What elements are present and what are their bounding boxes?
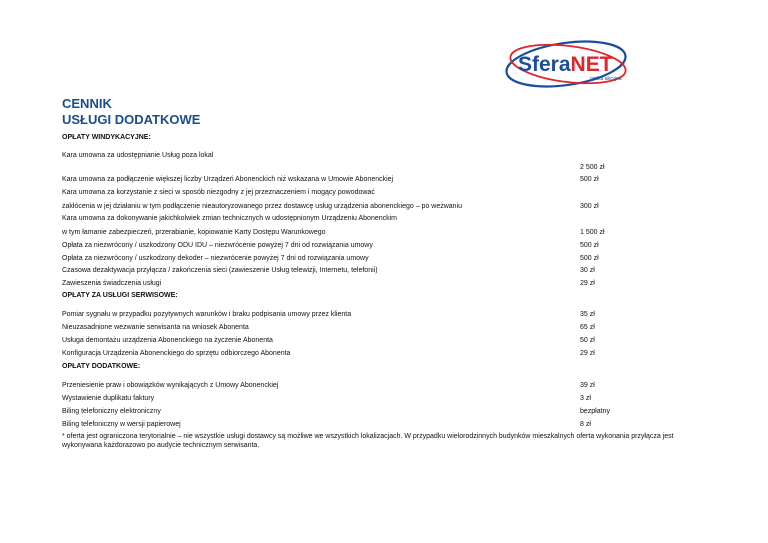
row-label: Czasowa dezaktywacja przyłącza / zakończenia sieci (zawieszenie Usług telewizji, Internetu, telefonii) <box>62 267 378 274</box>
section-heading-windykacyjne: OPŁATY WINDYKACYJNE: <box>62 134 151 141</box>
row-price: 50 zł <box>580 337 595 344</box>
row-label: Biling telefoniczny w wersji papierowej <box>62 421 181 428</box>
row-price: 3 zł <box>580 395 591 402</box>
row-price: 30 zł <box>580 267 595 274</box>
row-price: 8 zł <box>580 421 591 428</box>
row-label: Opłata za niezwrócony / uszkodzony ODU IDU – niezwrócenie powyżej 7 dni od rozwiązania umowy <box>62 242 373 249</box>
row-price: 1 500 zł <box>580 229 605 236</box>
row-price: 65 zł <box>580 324 595 331</box>
row-label: Biling telefoniczny elektroniczny <box>62 408 161 415</box>
section-heading-dodatkowe: OPŁATY DODATKOWE: <box>62 363 141 370</box>
row-price: 35 zł <box>580 311 595 318</box>
row-label: Pomiar sygnału w przypadku pozytywnych warunków i braku podpisania umowy przez klienta <box>62 311 352 318</box>
page-title <box>62 96 200 128</box>
title-line-1: CENNIK <box>62 96 112 111</box>
row-price: 29 zł <box>580 280 595 287</box>
row-label: zakłócenia w jej działaniu w tym podłączenie nieautoryzowanego przez dostawcę usług urządzenia abonenckiego – po wezwaniu <box>62 203 463 210</box>
row-price: bezpłatny <box>580 408 610 415</box>
logo-tagline: optika akcyjna <box>590 76 622 82</box>
row-price: 2 500 zł <box>580 164 605 171</box>
row-label: Kara umowna za dokonywanie jakichkolwiek zmian technicznych w udostępnionym Urządzeniu Abonenckim <box>62 215 398 222</box>
section-heading-serwisowe: OPŁATY ZA USŁUGI SERWISOWE: <box>62 292 178 299</box>
row-label: Kara umowna za podłączenie większej liczby Urządzeń Abonenckich niż wskazana w Umowie Abonenckiej <box>62 176 394 183</box>
row-price: 500 zł <box>580 242 599 249</box>
row-label: w tym łamanie zabezpieczeń, przerabianie, kopiowanie Karty Dostępu Warunkowego <box>62 229 326 236</box>
row-label: Nieuzasadnione wezwanie serwisanta na wniosek Abonenta <box>62 324 249 331</box>
row-price: 300 zł <box>580 203 599 210</box>
row-label: Przeniesienie praw i obowiązków wynikających z Umowy Abonenckiej <box>62 382 279 389</box>
row-price: 39 zł <box>580 382 595 389</box>
logo-brand-left: Sfera <box>518 53 571 76</box>
row-label: Usługa demontażu urządzenia Abonenckiego na życzenie Abonenta <box>62 337 273 344</box>
row-price: 29 zł <box>580 350 595 357</box>
logo-wordmark <box>518 53 613 76</box>
row-price: 500 zł <box>580 255 599 262</box>
row-label: Zawieszenia świadczenia usługi <box>62 280 162 287</box>
logo-brand-right: NET <box>570 53 613 76</box>
sferanet-logo <box>502 38 634 90</box>
row-label: Opłata za niezwrócony / uszkodzony dekoder – niezwrócenie powyżej 7 dni od rozwiązania umowy <box>62 255 369 262</box>
row-label: Kara umowna za korzystanie z sieci w sposób niezgodny z jej przeznaczeniem i mogący powodować <box>62 189 375 196</box>
row-price: 500 zł <box>580 176 599 183</box>
footnote: * oferta jest ograniczona terytorialnie – nie wszystkie usługi dostawcy są możliwe we wszystkich lokalizacjach. W przypadku wielorodzinnych budynków mieszkalnych oferta wykonania przyłącza jest wykonywana każdorazowo po audycie technicznym serwisanta. <box>62 433 674 449</box>
row-label: Kara umowna za udostępnianie Usług poza lokal <box>62 152 214 159</box>
title-line-2: USŁUGI DODATKOWE <box>62 112 201 127</box>
row-label: Konfiguracja Urządzenia Abonenckiego do sprzętu odbiorczego Abonenta <box>62 350 291 357</box>
row-label: Wystawienie duplikatu faktury <box>62 395 155 402</box>
